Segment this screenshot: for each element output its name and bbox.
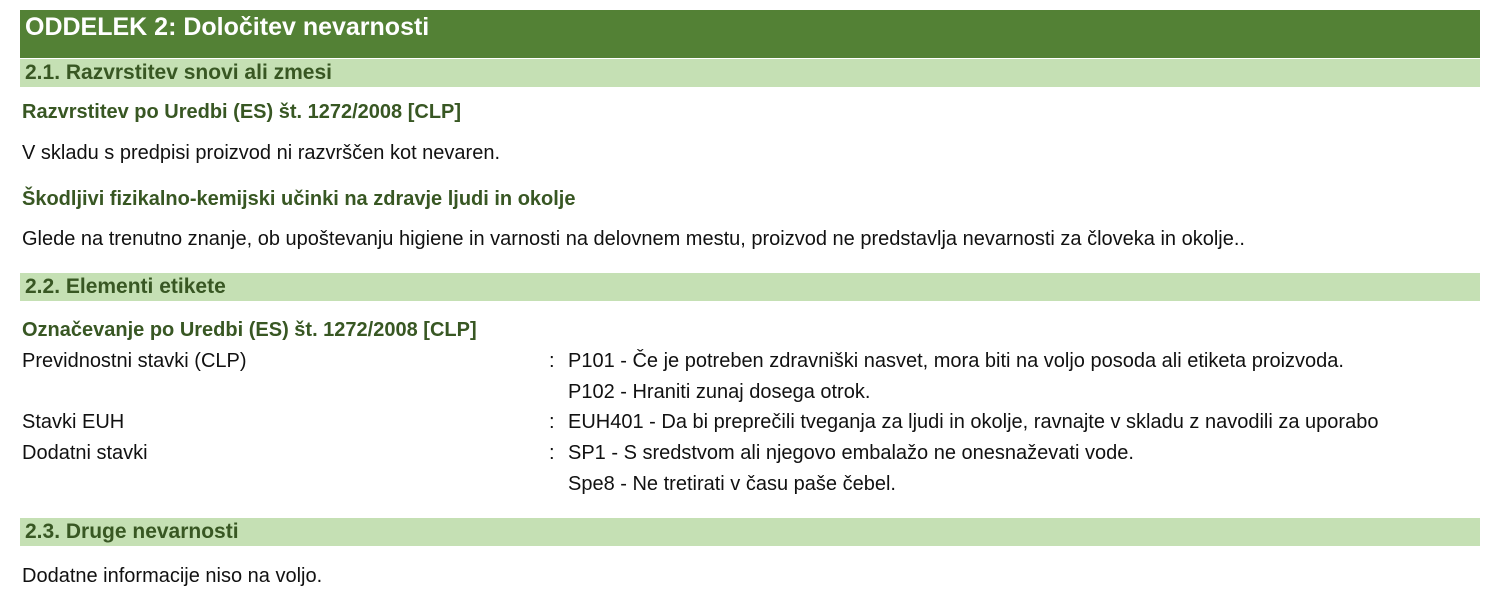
effects-text: Glede na trenutno znanje, ob upoštevanju higiene in varnosti na delovnem mestu, proizvod ne predstavlja nevarnosti za človeka in okolje.. [22, 228, 1245, 250]
row-value: P102 - Hraniti zunaj dosega otrok. [568, 381, 871, 403]
row-value: Spe8 - Ne tretirati v času paše čebel. [568, 473, 896, 495]
row-colon: : [549, 350, 555, 372]
effects-heading: Škodljivi fizikalno-kemijski učinki na zdravje ljudi in okolje [22, 188, 576, 210]
row-label: Stavki EUH [22, 411, 125, 433]
row-colon: : [549, 442, 555, 464]
clp-classification-heading: Razvrstitev po Uredbi (ES) št. 1272/2008 [CLP] [22, 101, 462, 123]
row-value: SP1 - S sredstvom ali njegovo embalažo ne onesnaževati vode. [568, 442, 1134, 464]
row-colon: : [549, 411, 555, 433]
other-hazards-text: Dodatne informacije niso na voljo. [22, 565, 323, 587]
row-label: Dodatni stavki [22, 442, 148, 464]
row-value: P101 - Če je potreben zdravniški nasvet, mora biti na voljo posoda ali etiketa proizvoda. [568, 350, 1344, 372]
subsection-2-1-title: 2.1. Razvrstitev snovi ali zmesi [20, 59, 1480, 87]
label-elements-heading: Označevanje po Uredbi (ES) št. 1272/2008 [CLP] [22, 319, 477, 341]
subsection-2-3-title: 2.3. Druge nevarnosti [20, 518, 1480, 546]
row-label: Previdnostni stavki (CLP) [22, 350, 247, 372]
clp-classification-text: V skladu s predpisi proizvod ni razvrščen kot nevaren. [22, 142, 501, 164]
subsection-2-2-title: 2.2. Elementi etikete [20, 273, 1480, 301]
section-title: ODDELEK 2: Določitev nevarnosti [20, 10, 1480, 58]
row-value: EUH401 - Da bi preprečili tveganja za ljudi in okolje, ravnajte v skladu z navodili za uporabo [568, 411, 1379, 433]
